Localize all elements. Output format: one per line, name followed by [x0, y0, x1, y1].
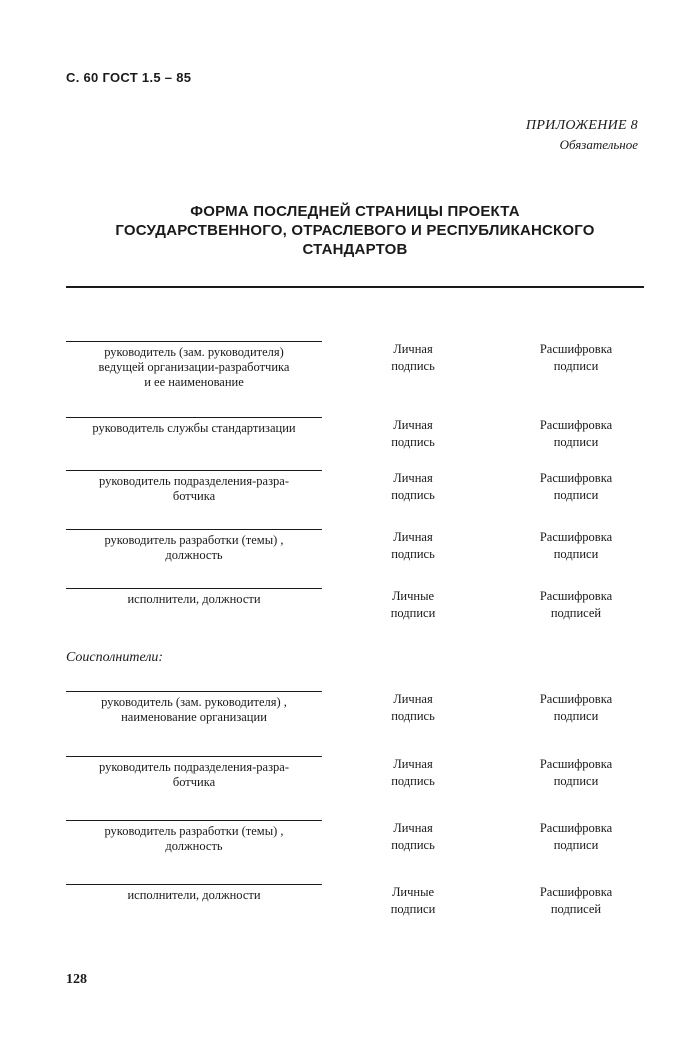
signature-decode-label: Расшифровка подписи: [539, 757, 613, 788]
signature-role: руководитель разработки (темы) , должность: [104, 824, 284, 853]
signature-role: руководитель (зам. руководителя) ведущей организации-разработчика и ее наименование: [98, 345, 290, 389]
signature-label: Личная подпись: [391, 530, 435, 561]
signature-label: Личные подписи: [390, 885, 436, 916]
appendix-status: Обязательное: [559, 137, 638, 152]
signature-role: руководитель разработки (темы) , должность: [104, 533, 284, 562]
signature-label: Личная подпись: [391, 471, 435, 502]
document-title: [60, 202, 650, 259]
signature-decode-label: Расшифровка подписи: [539, 342, 613, 373]
signature-label: Личная подпись: [391, 418, 435, 449]
signature-role: руководитель (зам. руководителя) , наименование организации: [101, 695, 287, 724]
signature-decode-label: Расшифровка подписей: [539, 885, 613, 916]
signature-decode-label: Расшифровка подписей: [539, 589, 613, 620]
signature-decode-label: Расшифровка подписи: [539, 418, 613, 449]
signature-role: руководитель службы стандартизации: [92, 421, 296, 435]
signature-decode-label: Расшифровка подписи: [539, 692, 613, 723]
signature-decode-label: Расшифровка подписи: [539, 471, 613, 502]
appendix-label: ПРИЛОЖЕНИЕ 8: [525, 118, 638, 133]
signature-label: Личная подпись: [391, 757, 435, 788]
signature-role: руководитель подразделения-разра- ботчика: [99, 474, 289, 503]
signature-label: Личная подпись: [391, 692, 435, 723]
title-divider: [66, 286, 644, 288]
signature-label: Личная подпись: [391, 821, 435, 852]
signature-decode-label: Расшифровка подписи: [539, 530, 613, 561]
title-line: ФОРМА ПОСЛЕДНЕЙ СТРАНИЦЫ ПРОЕКТА: [190, 203, 520, 220]
signature-role: исполнители, должности: [127, 592, 261, 606]
signature-role: руководитель подразделения-разра- ботчика: [99, 760, 289, 789]
signature-label: Личная подпись: [391, 342, 435, 373]
appendix-block: [526, 116, 638, 154]
signature-decode-label: Расшифровка подписи: [539, 821, 613, 852]
coexecutors-heading: Соисполнители:: [66, 650, 164, 665]
title-line: ГОСУДАРСТВЕННОГО, ОТРАСЛЕВОГО И РЕСПУБЛИКАНСКОГО: [115, 222, 595, 239]
page-number: 128: [66, 972, 87, 987]
signature-role: исполнители, должности: [127, 888, 261, 902]
signature-label: Личные подписи: [390, 589, 436, 620]
title-line: СТАНДАРТОВ: [302, 241, 408, 258]
page-header: С. 60 ГОСТ 1.5 – 85: [66, 70, 192, 85]
